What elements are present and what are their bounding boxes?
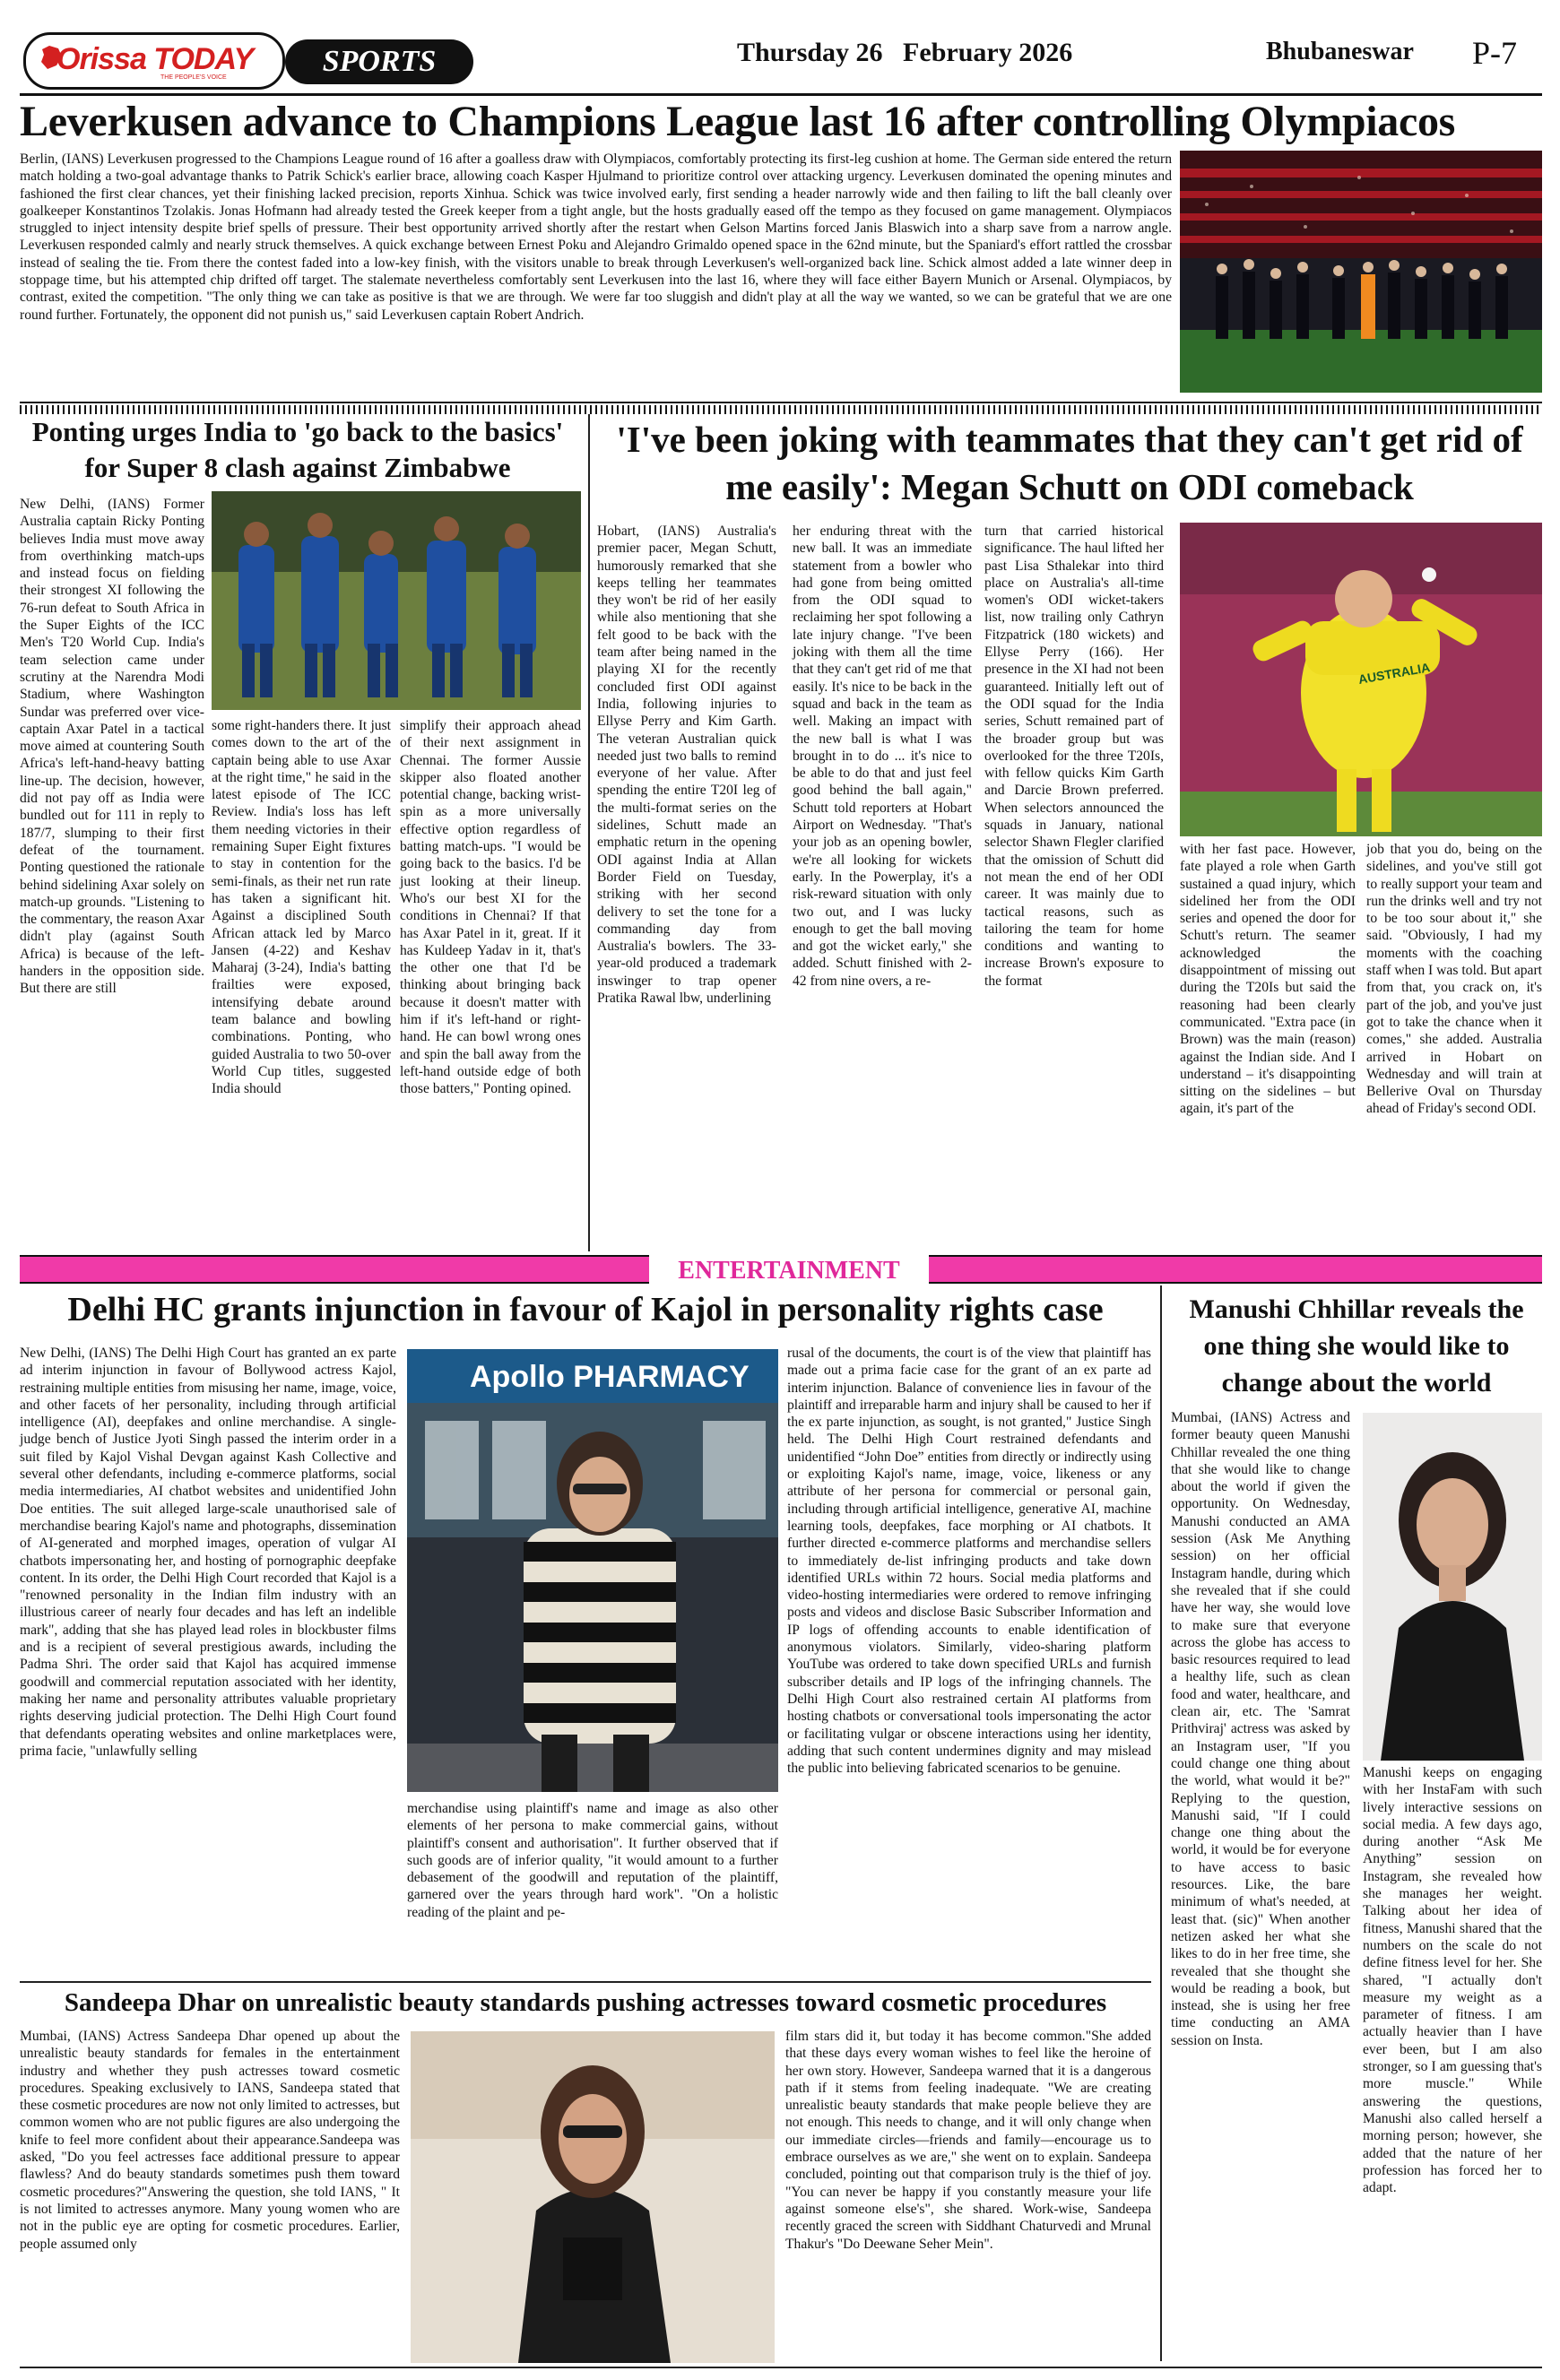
schutt-col1: Hobart, (IANS) Australia's premier pacer, Megan Schutt, humorously remarked that she keeps telling her teammates they won't be rid of her easily while also mentioning that she felt good to be back with the team after being named in the playing XI for the recently concluded first ODI against India, following injuries to Ellyse Perry and Kim Garth. The veteran Australian quick needed just two balls to remind everyone of her value. After spending the entire T20I leg of the multi-format series on the sidelines, Schutt made an emphatic return in the opening ODI against India at Allan Border Field on Tuesday, striking with her second delivery to set the tone for a commanding day from Australia's bowlers. The 33-year-old produced a trademark inswinger to trap opener Pratika Rawal lbw, underlining [597, 524, 776, 1007]
manushi-col1: Mumbai, (IANS) Actress and former beauty queen Manushi Chhillar revealed the one thing that she would like to change about the world if given the opportunity. On Wednesday, Manushi conducted an AMA session (Ask Me Anything session) on her official Instagram handle, during which she revealed that if she could have her way, she would love to make sure that everyone across the globe has access to basic resources required to lead a healthy life, such as clean food and water, healthcare, and clean air, etc. The 'Samrat Prithviraj' actress was asked by an Instagram user, "If you could change one thing about the world, what would it be?" Replying to the question, Manushi said, "If I could change one thing about the world, it would be for everyone to have access to basic resources. Like, the bare minimum of what's needed, at least that. (sic)" When another netizen asked her what she likes to do in her free time, she revealed that she thought she would be reading a book, but instead, she is using her free time conducting an AMA session on Insta. [1171, 1410, 1350, 2048]
sandeepa-headline: Sandeepa Dhar on unrealistic beauty standards pushing actresses toward cosmetic procedures [64, 1988, 1107, 2017]
city: Bhubaneswar [1266, 38, 1414, 65]
issue-date: Thursday 26 February 2026 [737, 38, 1073, 67]
manushi-photo [1363, 1413, 1542, 1761]
entertainment-label: ENTERTAINMENT [678, 1257, 900, 1285]
cricket-team-photo [212, 491, 581, 710]
schutt-photo [1180, 523, 1542, 836]
kajol-col1: New Delhi, (IANS) The Delhi High Court has granted an ex parte ad interim injunction in favour of Bollywood actress Kajol, restraining multiple entities from misusing her name, image, voice, and other facets of her personality, including through artificial intelligence (AI), deepfakes and online merchandise. A single-judge bench of Justice Jyoti Singh passed the interim order in a suit filed by Kajol Vishal Devgan against Kash Collective and several other defendants, including e-commerce platforms, social media intermediaries, AI chatbot websites and unidentified John Doe entities. The suit alleged large-scale unauthorised sale of merchandise bearing Kajol's name and photographs, dissemination of AI-generated and morphed images, operation of vulgar AI chatbots impersonating her, and hosting of pornographic deepfake content. In its order, the Delhi High Court recorded that Kajol is a "renowned personality in the Indian film industry with an illustrious career of nearly four decades and has left an indelible mark", adding that she has played lead roles in blockbuster films and is a recipient of several prestigious awards, including the Padma Shri. The order said that Kajol has acquired immense goodwill and commercial reputation associated with her identity, making her name and personality attributes valuable proprietary rights deserving judicial protection. The Delhi High Court found that defendants operating websites and online marketplaces were, prima facie, "unlawfully selling [20, 1346, 396, 1759]
logo-text: Orissa TODAY [56, 42, 254, 76]
kajol-photo [407, 1349, 778, 1792]
masthead [20, 27, 1542, 91]
column-divider-2 [1160, 1285, 1162, 2361]
pharmacy-sign: Apollo PHARMACY [470, 1360, 750, 1394]
kajol-headline: Delhi HC grants injunction in favour of Kajol in personality rights case [67, 1291, 1104, 1328]
stadium-photo [1180, 151, 1542, 393]
kajol-col3: rusal of the documents, the court is of the view that plaintiff has made out a prima facie case for the grant of an ex parte ad interim injunction. Balance of convenience lies in favour of the plaintiff and irreparable harm and injury shall be caused to her if the ex parte injunction, as sought, is not granted," Justice Singh held. The Delhi High Court restrained defendants and unidentified “John Doe” entities from directly or indirectly using or exploiting Kajol's name, image, voice, likeness or any attribute of her persona for commercial or personal gain, including through artificial intelligence, generative AI, machine learning tools, deepfakes, face morphing or AI chatbots. It further directed e-commerce platforms and merchandise sellers to immediately de-list infringing products and take down identified URLs within 72 hours. Social media platforms and video-hosting intermediaries were ordered to remove infringing posts and videos and disclose Basic Subscriber Information and IP logs of offending accounts to enable identification of anonymous violators. Similarly, video-sharing platform YouTube was ordered to take down specified URLs and furnish subscriber details and IP logs of the infringing channels. The Delhi High Court also restrained certain AI platforms from hosting chatbots or conversational tools impersonating the actor or facilitating vulgar or obscene interactions using her identity, adding that such content undermines dignity and may mislead the public into believing fabricated scenarios to be genuine. [787, 1346, 1151, 1777]
sandeepa-col1: Mumbai, (IANS) Actress Sandeepa Dhar opened up about the unrealistic beauty standards for females in the entertainment industry and whether they push actresses toward cosmetic procedures. Speaking exclusively to IANS, Sandeepa stated that these cosmetic procedures are now not only limited to actresses, but common women who are not public figures are also undergoing the knife to feel more confident about their appearance.Sandeepa was asked, "Do you feel actresses face additional pressure to appear flawless? And do beauty standards sometimes push them toward cosmetic procedures?"Answering the question, she told IANS, " It is not limited to actresses anymore. Many young women who are not in the public eye are opting for cosmetic procedures. Earlier, people assumed only [20, 2029, 400, 2252]
ponting-headline: Ponting urges India to 'go back to the basics' for Super 8 clash against Zimbabwe [31, 416, 564, 483]
manushi-headline: Manushi Chhillar reveals the one thing she would like to change about the world [1189, 1294, 1524, 1398]
column-divider-1 [588, 414, 590, 1251]
schutt-col2: her enduring threat with the new ball. It was an immediate statement from a bowler who had gone from being omitted from the ODI squad to reclaiming her spot following a late injury change. "I've been joking with them all the time that they can't get rid of me that easily. It's nice to be back in the squad and back in the team as well. Making an impact with the new ball is what I was brought in to do ... it's nice to be able to do that and just feel good behind the ball again," Schutt told reporters at Hobart Airport on Wednesday. "That's your job as an opening bowler, we're all looking for wickets early. In the Powerplay, it's a risk-reward situation with only two out, and I was lucky enough to get the ball moving and got the wicket early," she added. Schutt finished with 2-42 from nine overs, a re- [793, 524, 972, 989]
section-label: SPORTS [322, 45, 437, 78]
schutt-headline: 'I've been joking with teammates that they can't get rid of me easily': Megan Schutt on ODI comeback [616, 419, 1523, 507]
schutt-col5: job that you do, being on the sidelines, and you've still got to really support your team and run the drinks well and try not to be too sour about it," she said. "Obviously, I had my moments with the coaching staff when I was told. But apart from that, you crack on, it's part of the job, and you've just got to take the chance when it comes," she added. Australia arrived in Hobart on Wednesday and will train at Bellerive Oval on Thursday ahead of Friday's second ODI. [1366, 842, 1542, 1117]
sandeepa-col2: film stars did it, but today it has become common."She added that these days every woman wishes to feel like the heroine of her own story. However, Sandeepa warned that it is a dangerous path if it stems from feeling inadequate. "We are creating unrealistic beauty standards that make people believe they are not enough. This needs to change, and it will only change when our immediate circles—friends and family—encourage us to embrace ourselves as we are," she went on to explain. Sandeepa concluded, pointing out that comparison truly is the thief of joy. "You can never be happy if you constantly measure your life against someone else's", she shared. Work-wise, Sandeepa recently graced the screen with Siddhant Chaturvedi and Mrunal Thakur's "Do Deewane Seher Mein". [785, 2029, 1151, 2252]
lead-body: Berlin, (IANS) Leverkusen progressed to the Champions League round of 16 after a goalless draw with Olympiacos, comfortably protecting its first-leg cushion at home. The German side entered the return match holding a two-goal advantage thanks to Patrik Schick's earlier brace, allowing coach Kasper Hjulmand to prioritize control over attacking urgency. Leverkusen dominated the opening minutes and fashioned the first clear chances, yet their finishing lacked precision, reports Xinhua. Schick was twice involved early, first sending a header narrowly wide and then failing to lift the ball cleanly over goalkeeper Konstantinos Tzolakis. Jonas Hofmann had already tested the Greek keeper from a tight angle, but the hosts gradually eased off the tempo as they focused on game management. Olympiacos struggled to inject intensity despite brief spells of pressure. Their best opportunity arrived shortly after the restart when Gelson Martins forced Janis Blaswich into a sharp save from a narrow angle. Leverkusen responded calmly and nearly struck themselves. A quick exchange between Ernest Poku and Alejandro Grimaldo opened space in the 62nd minute, but the Spaniard's effort rattled the crossbar instead of sealing the tie. From there the contest faded into a low-key finish, with the visitors unable to break through Leverkusen's well-organized back line. Schick almost added a late winner deep in stoppage time, but his attempted chip drifted off target. The stalemate nevertheless comfortably sent Leverkusen into the last 16, where they will face either Bayern Munich or Arsenal. Olympiacos, by contrast, exited the competition. "The only thing we can take as positive is that we are through. We were far too sluggish and didn't play at all the way we wanted, so we can be grateful that we are one round further. Fortunately, the opponent did not punish us," said Leverkusen captain Robert Andrich. [20, 151, 1172, 323]
section-tag [285, 39, 473, 84]
dotted-divider [20, 402, 1542, 414]
lead-headline: Leverkusen advance to Champions League last 16 after controlling Olympiacos [20, 98, 1456, 145]
manushi-col2: Manushi keeps on engaging with her InstaFam with such lively interactive sessions on social media. A few days ago, during another “Ask Me Anything” session on Instagram, she revealed how she manages her weight. Talking about her idea of fitness, Manushi shared that the numbers on the scale do not define fitness level for her. She shared, "I actually don't measure my weight as a parameter of fitness. I am actually heavier than I have ever been, but I am also stronger, so I am guessing that's more muscle." While answering the questions, Manushi also called herself a morning person; however, she added that the nature of her profession has forced her to adapt. [1363, 1765, 1542, 2196]
kajol-col2: merchandise using plaintiff's name and image as also other elements of her persona to make commercial gains, without plaintiff's consent and authorisation". It further observed that if such goods are of inferior quality, "it would amount to a further debasement of the goodwill and reputation of the plaintiff, garnered over the years through hard work". "On a holistic reading of the plaint and pe- [407, 1801, 778, 1920]
entertainment-label-box [649, 1255, 929, 1284]
page-number: P-7 [1472, 35, 1518, 71]
svg-text:AUSTRALIA: AUSTRALIA [1356, 660, 1432, 687]
ponting-col2: some right-handers there. It just comes down to the art of the captain being able to use Axar at the right time," he said in the latest episode of The ICC Review. India's loss has left them needing victories in their remaining Super Eight fixtures to stay in contention for the semi-finals, as their net run rate has taken a significant hit. Against a disciplined South African attack led by Marco Jansen (4-22) and Keshav Maharaj (3-24), India's batting frailties were exposed, intensifying debate around team balance and bowling combinations. Ponting, who guided Australia to two 50-over World Cup titles, suggested India should [212, 718, 391, 1097]
ponting-col3: simplify their approach ahead of their next assignment in Chennai. The former Aussie skipper also floated another potential change, backing wrist-spin as a more universally effective option regardless of batting match-ups. "I would be going back to the basics. I'd be just looking at their lineup. Who's our best XI for the conditions in Chennai? If that has Axar Patel in it, great. If it has Kuldeep Yadav in it, that's the other one that I'd be thinking about bringing back because it doesn't matter with him if it's left-hand or right-hand. He can bowl wrong ones and spin the ball away from the left-hand outside edge of both those batters," Ponting opined. [400, 718, 581, 1097]
sandeepa-top-rule [20, 1981, 1151, 1983]
schutt-col3: turn that carried historical significance. The haul lifted her past Lisa Sthalekar into third place on Australia's all-time women's ODI wicket-takers list, now trailing only Cathryn Fitzpatrick (180 wickets) and Ellyse Perry (166). Her presence in the XI had not been guaranteed. Initially left out of the ODI squad for the India series, Schutt remained part of the broader group but was overlooked for the three T20Is, with fellow quicks Kim Garth and Darcie Brown preferred. When selectors announced the squads in January, national selector Shawn Flegler clarified that the omission of Schutt did not mean the end of her ODI career. It was mainly due to tactical reasons, such as tailoring the team for home conditions and wanting to increase Brown's exposure to the format [984, 524, 1164, 989]
ponting-col1: New Delhi, (IANS) Former Australia captain Ricky Ponting believes India must move away from overthinking match-ups and instead focus on fielding their strongest XI following the 76-run defeat to South Africa in the Super Eights of the ICC Men's T20 World Cup. India's team selection came under scrutiny at the Narendra Modi Stadium, where Washington Sundar was preferred over vice-captain Axar Patel in a tactical move aimed at countering South Africa's left-hand-heavy batting line-up. The decision, however, did not pay off as India were bundled out for 111 in reply to 187/7, slumping to their first defeat of the tournament. Ponting questioned the rationale behind sidelining Axar solely on match-up grounds. "Listening to the commentary, the reason Axar didn't play (against South Africa) is because of the left-handers in the opposition side. But there are still [20, 497, 204, 997]
logo-tagline: THE PEOPLE'S VOICE [160, 74, 227, 81]
sandeepa-photo [411, 2031, 775, 2363]
entertainment-bar [20, 1255, 1542, 1284]
schutt-col4: with her fast pace. However, fate played a role when Garth sustained a quad injury, which sidelined her from the ODI series and opened the door for Schutt's return. The seamer acknowledged the disappointment of missing out during the T20Is but said the reasoning had been clearly communicated. "Extra pace (in Brown) was the main (reason) against the Indian side. And I understand – it's disappointing sitting on the sidelines – but again, it's part of the [1180, 842, 1356, 1117]
logo [23, 32, 285, 90]
bottom-rule [20, 2367, 1542, 2368]
